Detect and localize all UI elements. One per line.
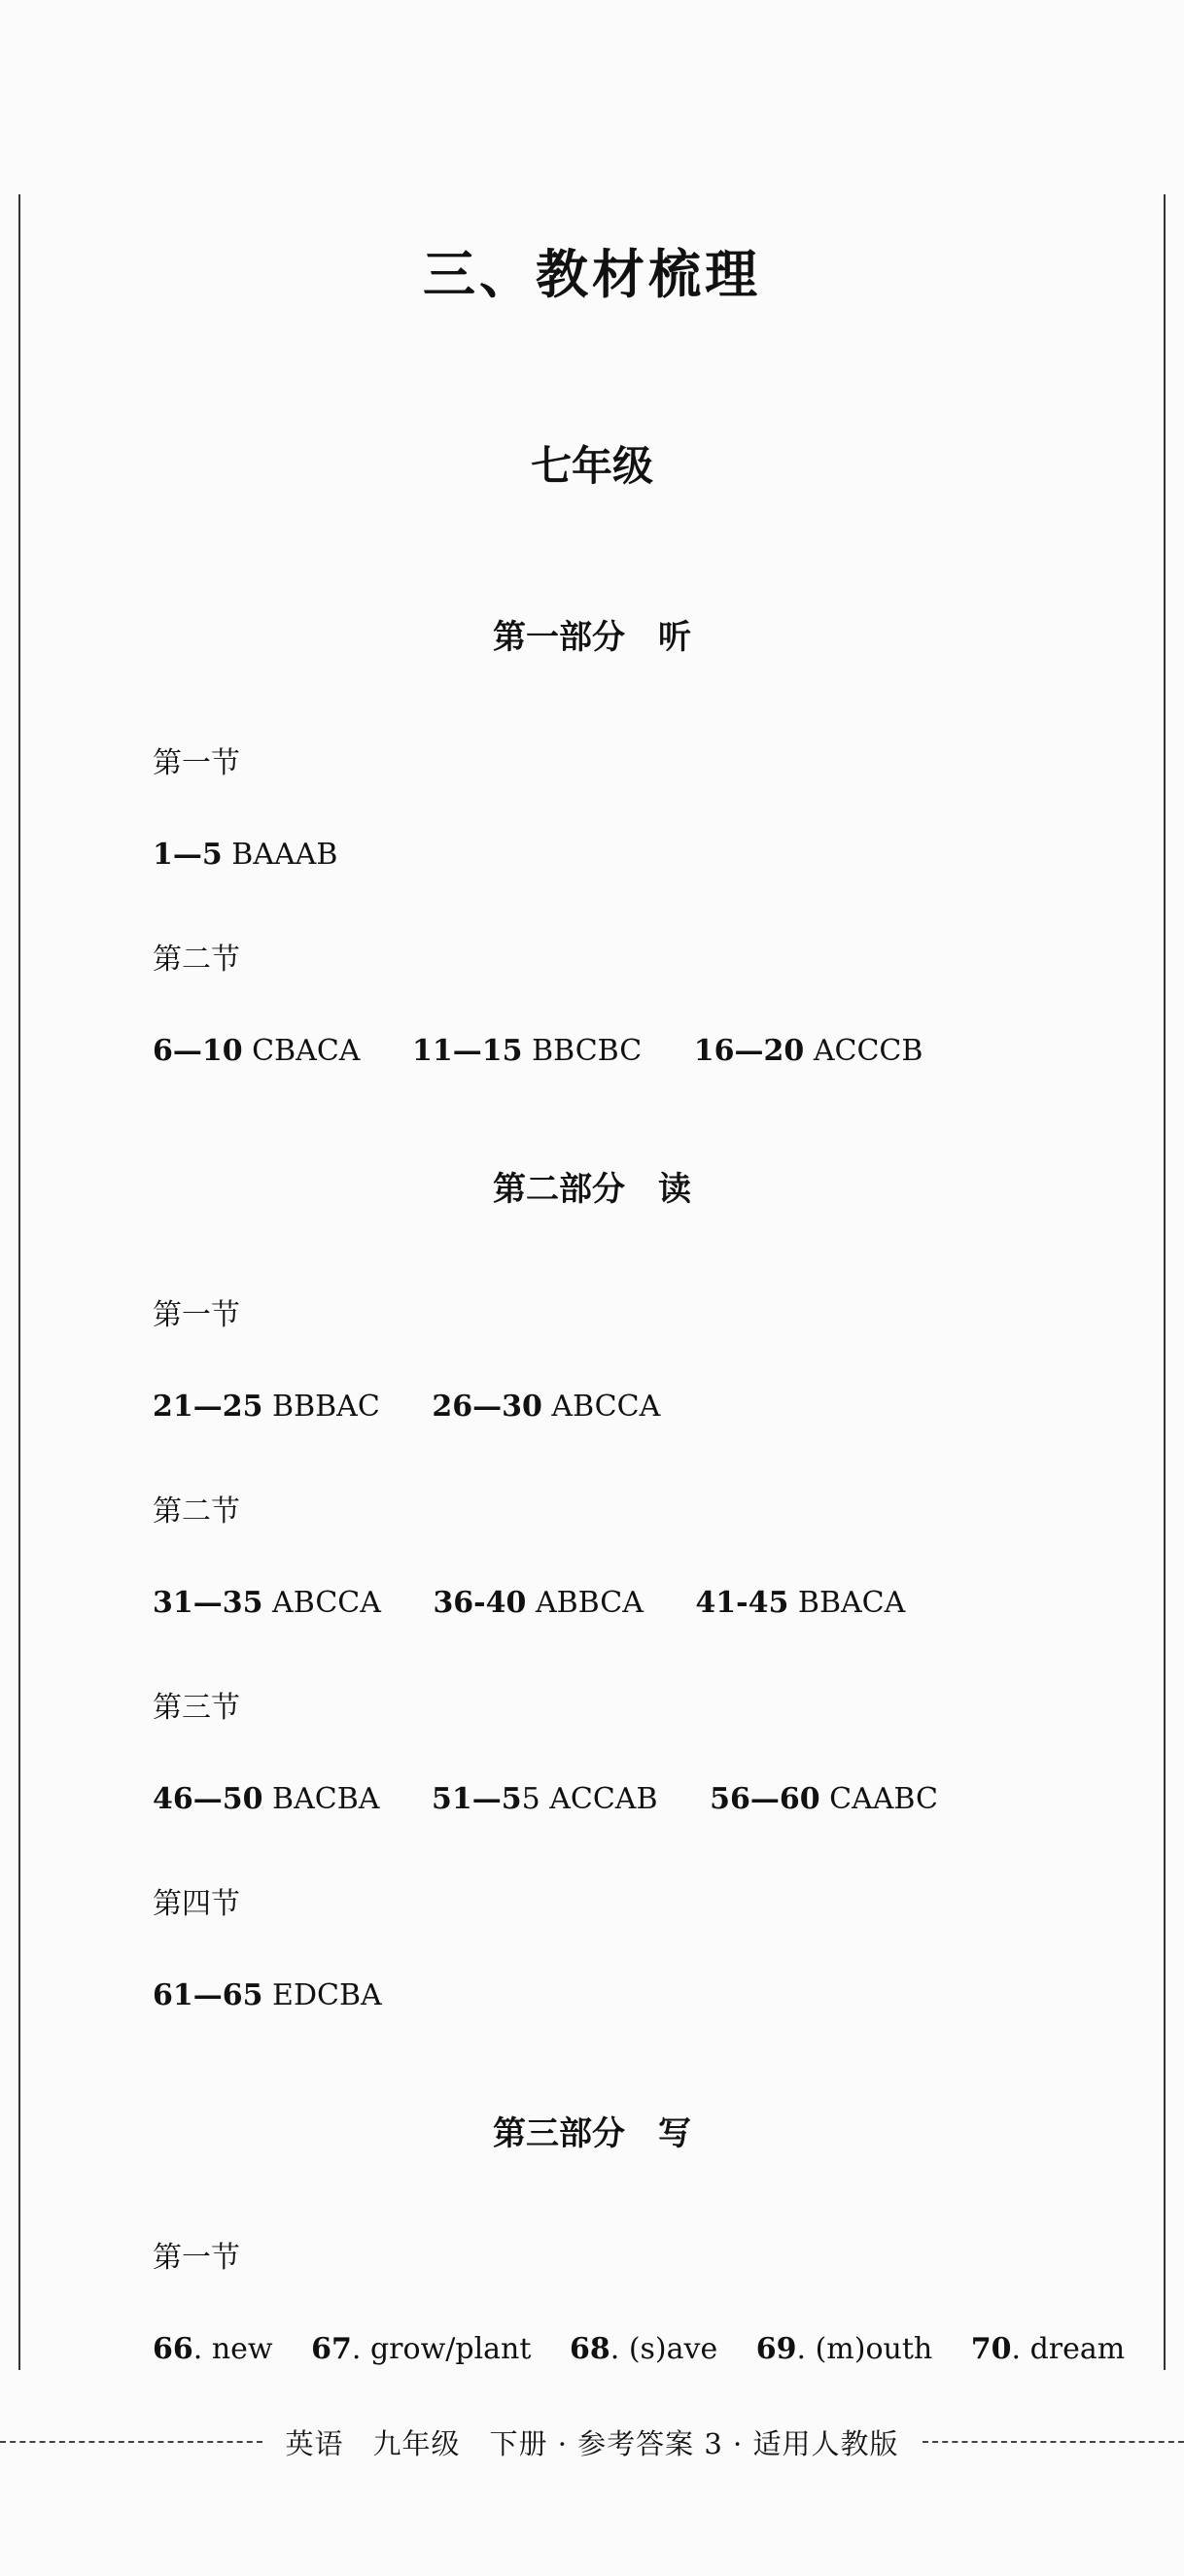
part-heading-2 <box>0 1162 1184 1210</box>
section-label: 第二节 <box>153 943 240 977</box>
answer-group <box>412 1034 642 1068</box>
answer-range: 46—50 <box>153 1782 263 1816</box>
part-name: 第三部分 <box>493 2114 625 2153</box>
answer-group <box>153 1978 382 2012</box>
part-name: 第一部分 <box>493 618 625 657</box>
part-skill: 听 <box>658 618 691 657</box>
section-label: 第一节 <box>153 1298 240 1332</box>
answer-letters: BBACA <box>797 1586 906 1620</box>
answer-line <box>153 2332 1125 2366</box>
answer-line <box>153 1586 905 1620</box>
footer-divider <box>923 2441 1184 2443</box>
answer-letters: BACBA <box>272 1782 380 1816</box>
answer-group <box>695 1586 905 1620</box>
page-title: 三、教材梳理 <box>423 243 761 305</box>
part-skill: 读 <box>658 1170 691 1209</box>
answer-group <box>694 1034 923 1068</box>
answer-word: dream <box>1029 2332 1126 2366</box>
section-label: 第四节 <box>153 1887 240 1921</box>
answer-range: 41-45 <box>695 1586 789 1620</box>
answer-range: 26—30 <box>432 1390 542 1424</box>
answer-group <box>433 1586 643 1620</box>
answer-item: 68. (s)ave <box>569 2332 718 2366</box>
part-skill: 写 <box>658 2114 691 2153</box>
answer-letters: ABBCA <box>535 1586 644 1620</box>
answer-range: 21—25 <box>153 1390 263 1424</box>
page-footer <box>0 2418 1184 2466</box>
answer-letters: BAAAB <box>231 838 338 872</box>
answer-range: 31—35 <box>153 1586 263 1620</box>
answer-letters: ACCCB <box>813 1034 923 1068</box>
footer-divider <box>0 2441 262 2443</box>
answer-group <box>153 838 337 872</box>
answer-range: 51—5 <box>431 1782 522 1816</box>
answer-item: 66. new <box>153 2332 273 2366</box>
answer-group <box>153 1782 379 1816</box>
answer-range: 36-40 <box>433 1586 527 1620</box>
part-heading-1 <box>0 610 1184 658</box>
answer-letters: 5 ACCAB <box>521 1782 658 1816</box>
part-name: 第二部分 <box>493 1170 625 1209</box>
footer-text: 英语 九年级 下册 · 参考答案 3 · 适用人教版 <box>285 2426 899 2460</box>
answer-letters: BBCBC <box>532 1034 643 1068</box>
answer-number: 70 <box>970 2332 1012 2366</box>
part-heading-3 <box>0 2107 1184 2154</box>
answer-line <box>153 1034 923 1068</box>
answer-range: 6—10 <box>153 1034 243 1068</box>
section-label: 第一节 <box>153 746 240 780</box>
answer-item: 70. dream <box>970 2332 1126 2366</box>
answer-word: grow/plant <box>369 2332 532 2366</box>
answer-word: (m)outh <box>815 2332 933 2366</box>
answer-item: 69. (m)outh <box>755 2332 933 2366</box>
answer-group <box>153 1390 380 1424</box>
answer-line <box>153 1978 382 2012</box>
answer-letters: CBACA <box>252 1034 361 1068</box>
answer-word: new <box>211 2332 273 2366</box>
answer-letters: BBBAC <box>272 1390 380 1424</box>
section-label: 第二节 <box>153 1494 240 1528</box>
answer-number: 68 <box>569 2332 610 2366</box>
left-margin-rule <box>18 194 20 2370</box>
answer-range: 16—20 <box>693 1034 805 1068</box>
answer-line <box>153 1390 660 1424</box>
answer-number: 67 <box>311 2332 352 2366</box>
answer-letters: CAABC <box>829 1782 938 1816</box>
grade-heading: 七年级 <box>530 442 653 490</box>
answer-number: 66 <box>153 2332 193 2366</box>
answer-range: 11—15 <box>412 1034 523 1068</box>
answer-group <box>153 1586 381 1620</box>
answer-letters: ABCCA <box>551 1390 661 1424</box>
answer-range: 61—65 <box>153 1978 263 2012</box>
answer-group <box>432 1390 660 1424</box>
answer-range: 1—5 <box>153 838 223 872</box>
answer-letters: ABCCA <box>272 1586 381 1620</box>
right-margin-rule <box>1164 194 1166 2370</box>
answer-group <box>153 1034 360 1068</box>
section-label: 第三节 <box>153 1691 240 1725</box>
answer-line <box>153 838 337 872</box>
answer-group <box>432 1782 658 1816</box>
answer-range: 56—60 <box>710 1782 820 1816</box>
answer-word: (s)ave <box>628 2332 718 2366</box>
answer-item: 67. grow/plant <box>311 2332 532 2366</box>
answer-letters: EDCBA <box>272 1978 382 2012</box>
answer-line <box>153 1782 938 1816</box>
answer-group <box>710 1782 938 1816</box>
section-label: 第一节 <box>153 2241 240 2275</box>
answer-number: 69 <box>755 2332 797 2366</box>
